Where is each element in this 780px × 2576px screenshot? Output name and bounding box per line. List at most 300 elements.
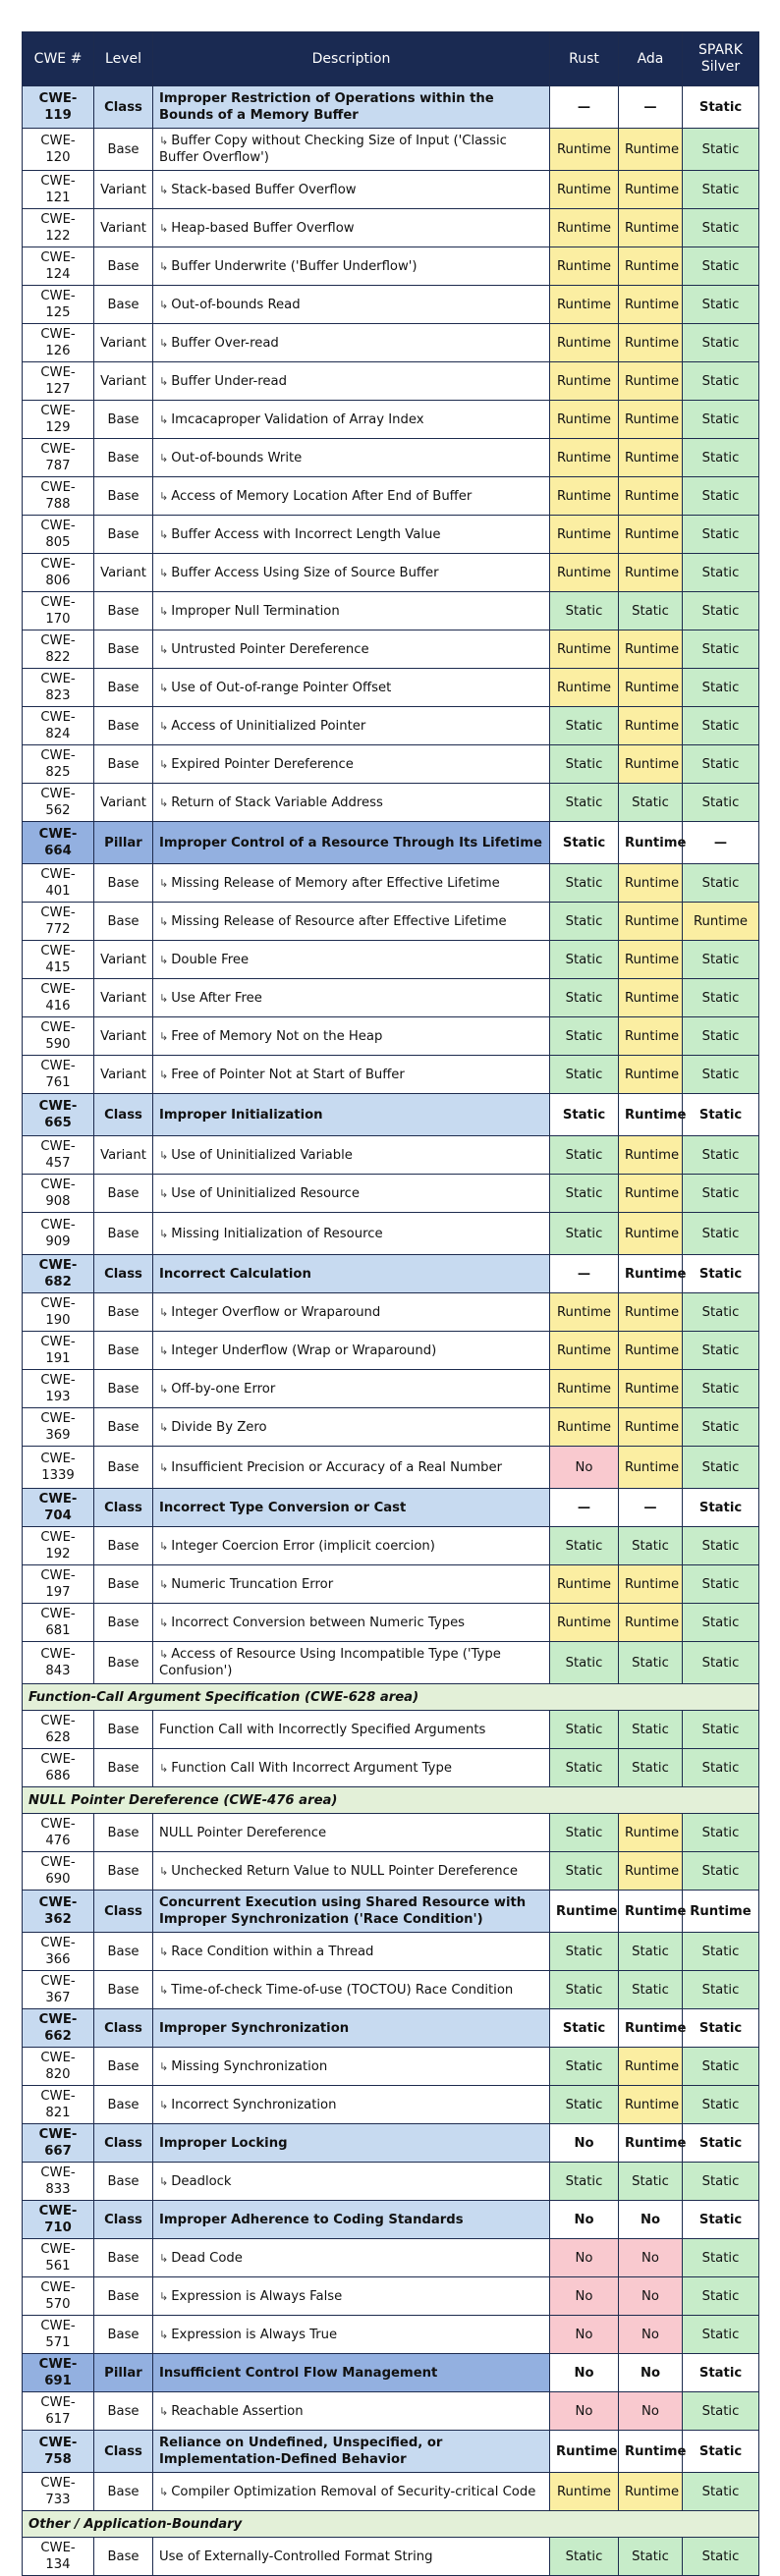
spark-silver-cell: Static <box>683 941 759 979</box>
rust-cell: Static <box>550 1814 619 1852</box>
cwe-id-cell: CWE-191 <box>23 1332 94 1370</box>
rust-cell: No <box>550 2354 619 2392</box>
cwe-id-cell: CWE-120 <box>23 129 94 171</box>
description-cell <box>153 2431 550 2473</box>
description-text: Out-of-bounds Write <box>171 450 303 466</box>
child-arrow-icon: ↳ <box>159 1945 169 1958</box>
level-cell: Base <box>94 247 153 286</box>
cwe-id-cell: CWE-562 <box>23 784 94 822</box>
table-row <box>23 401 759 439</box>
rust-cell: Runtime <box>550 401 619 439</box>
ada-cell: Runtime <box>619 822 683 864</box>
ada-cell: Static <box>619 1527 683 1565</box>
table-row <box>23 669 759 707</box>
rust-cell: No <box>550 2392 619 2431</box>
spark-silver-cell: Static <box>683 439 759 477</box>
child-arrow-icon: ↳ <box>159 2174 169 2188</box>
table-row <box>23 2538 759 2576</box>
rust-cell: Runtime <box>550 630 619 669</box>
child-arrow-icon: ↳ <box>159 135 169 147</box>
ada-cell: Static <box>619 1749 683 1787</box>
level-cell: Base <box>94 864 153 903</box>
spark-silver-cell: Static <box>683 1332 759 1370</box>
spark-silver-cell: Static <box>683 2124 759 2163</box>
level-cell: Base <box>94 1293 153 1332</box>
table-row <box>23 745 759 784</box>
cwe-id-cell: CWE-369 <box>23 1408 94 1447</box>
description-cell <box>153 2009 550 2048</box>
table-row <box>23 2086 759 2124</box>
cwe-id-cell: CWE-416 <box>23 979 94 1017</box>
spark-silver-cell: — <box>683 822 759 864</box>
cwe-id-cell: CWE-121 <box>23 171 94 209</box>
table-row <box>23 477 759 516</box>
description-cell <box>153 1094 550 1136</box>
spark-silver-cell: Static <box>683 286 759 324</box>
level-cell: Base <box>94 1408 153 1447</box>
level-cell: Base <box>94 1604 153 1642</box>
description-cell <box>153 2392 550 2431</box>
level-cell: Base <box>94 1971 153 2009</box>
description-cell <box>153 592 550 630</box>
description-text: Insufficient Precision or Accuracy of a Real Number <box>171 1459 503 1475</box>
cwe-id-cell: CWE-820 <box>23 2048 94 2086</box>
description-cell <box>153 1332 550 1370</box>
ada-cell: Runtime <box>619 477 683 516</box>
description-text: Incorrect Synchronization <box>171 2097 337 2112</box>
description-cell <box>153 477 550 516</box>
table-row <box>23 2239 759 2277</box>
child-arrow-icon: ↳ <box>159 1420 169 1434</box>
table-header-row <box>23 32 759 86</box>
description-text: NULL Pointer Dereference <box>159 1825 327 1840</box>
spark-silver-cell: Static <box>683 669 759 707</box>
cwe-id-cell: CWE-704 <box>23 1489 94 1527</box>
level-cell: Class <box>94 1094 153 1136</box>
child-arrow-icon: ↳ <box>159 1983 169 1997</box>
level-cell: Base <box>94 1370 153 1408</box>
level-cell: Base <box>94 1933 153 1971</box>
level-cell: Pillar <box>94 822 153 864</box>
cwe-id-cell: CWE-833 <box>23 2163 94 2201</box>
spark-silver-cell: Static <box>683 516 759 554</box>
header-level: Level <box>94 32 153 86</box>
ada-cell: Runtime <box>619 362 683 401</box>
rust-cell: — <box>550 1489 619 1527</box>
ada-cell: Runtime <box>619 2473 683 2511</box>
table-group-row <box>23 1094 759 1136</box>
description-text: Race Condition within a Thread <box>171 1944 374 1959</box>
cwe-id-cell: CWE-119 <box>23 86 94 129</box>
spark-silver-cell: Static <box>683 2473 759 2511</box>
child-arrow-icon: ↳ <box>159 914 169 928</box>
cwe-id-cell: CWE-691 <box>23 2354 94 2392</box>
header-description: Description <box>153 32 550 86</box>
ada-cell: Runtime <box>619 1891 683 1933</box>
rust-cell: — <box>550 86 619 129</box>
table-row <box>23 903 759 941</box>
level-cell: Class <box>94 1255 153 1293</box>
spark-silver-cell: Static <box>683 784 759 822</box>
description-cell <box>153 129 550 171</box>
table-row <box>23 1370 759 1408</box>
child-arrow-icon: ↳ <box>159 1616 169 1629</box>
level-cell: Base <box>94 516 153 554</box>
description-cell <box>153 669 550 707</box>
table-row <box>23 1175 759 1213</box>
description-cell <box>153 1056 550 1094</box>
level-cell: Class <box>94 1489 153 1527</box>
child-arrow-icon: ↳ <box>159 374 169 388</box>
spark-silver-cell: Static <box>683 1642 759 1684</box>
spark-silver-cell: Static <box>683 2239 759 2277</box>
description-cell <box>153 1604 550 1642</box>
description-text: Missing Synchronization <box>171 2058 328 2074</box>
description-text: Unchecked Return Value to NULL Pointer Dereference <box>171 1863 518 1879</box>
spark-silver-cell: Static <box>683 745 759 784</box>
cwe-id-cell: CWE-367 <box>23 1971 94 2009</box>
description-text: Reliance on Undefined, Unspecified, or Implementation-Defined Behavior <box>159 2436 443 2467</box>
description-text: Improper Null Termination <box>171 603 340 619</box>
level-cell: Class <box>94 2124 153 2163</box>
child-arrow-icon: ↳ <box>159 1382 169 1396</box>
rust-cell: Static <box>550 2048 619 2086</box>
rust-cell: Static <box>550 1094 619 1136</box>
spark-silver-cell: Static <box>683 1711 759 1749</box>
description-text: Improper Restriction of Operations within the Bounds of a Memory Buffer <box>159 91 494 123</box>
ada-cell: No <box>619 2392 683 2431</box>
cwe-id-cell: CWE-170 <box>23 592 94 630</box>
level-cell: Base <box>94 2048 153 2086</box>
ada-cell: Runtime <box>619 903 683 941</box>
spark-silver-cell: Static <box>683 477 759 516</box>
child-arrow-icon: ↳ <box>159 1460 169 1474</box>
rust-cell: Runtime <box>550 1565 619 1604</box>
header-rust: Rust <box>550 32 619 86</box>
rust-cell: Static <box>550 1175 619 1213</box>
description-cell <box>153 2124 550 2163</box>
cwe-id-cell: CWE-628 <box>23 1711 94 1749</box>
description-text: Improper Synchronization <box>159 2020 350 2036</box>
description-cell <box>153 1408 550 1447</box>
description-text: Missing Release of Memory after Effective Lifetime <box>171 875 500 891</box>
table-row <box>23 1565 759 1604</box>
description-text: Access of Resource Using Incompatible Type ('Type Confusion') <box>159 1647 501 1678</box>
rust-cell: No <box>550 2239 619 2277</box>
rust-cell: No <box>550 1447 619 1489</box>
ada-cell: — <box>619 86 683 129</box>
level-cell: Base <box>94 1332 153 1370</box>
ada-cell: Static <box>619 2538 683 2576</box>
level-cell: Variant <box>94 209 153 247</box>
description-text: Improper Adherence to Coding Standards <box>159 2212 464 2227</box>
description-text: Insufficient Control Flow Management <box>159 2365 438 2381</box>
description-cell <box>153 171 550 209</box>
description-text: Missing Release of Resource after Effective Lifetime <box>171 913 507 929</box>
ada-cell: Runtime <box>619 1565 683 1604</box>
description-text: Buffer Access Using Size of Source Buffer <box>171 565 439 580</box>
section-label: Function-Call Argument Specification (CWE-628 area) <box>23 1684 759 1711</box>
description-text: Concurrent Execution using Shared Resource with Improper Synchronization ('Race Condition') <box>159 1895 527 1927</box>
spark-silver-cell: Static <box>683 554 759 592</box>
cwe-id-cell: CWE-667 <box>23 2124 94 2163</box>
level-cell: Variant <box>94 784 153 822</box>
spark-silver-cell: Static <box>683 1604 759 1642</box>
table-row <box>23 247 759 286</box>
ada-cell: Static <box>619 2163 683 2201</box>
child-arrow-icon: ↳ <box>159 1864 169 1878</box>
ada-cell: Static <box>619 1642 683 1684</box>
spark-silver-cell: Static <box>683 324 759 362</box>
level-cell: Variant <box>94 1017 153 1056</box>
spark-silver-cell: Static <box>683 1852 759 1891</box>
spark-silver-cell: Static <box>683 1565 759 1604</box>
level-cell: Base <box>94 592 153 630</box>
table-group-row <box>23 2354 759 2392</box>
cwe-id-cell: CWE-126 <box>23 324 94 362</box>
level-cell: Class <box>94 2201 153 2239</box>
child-arrow-icon: ↳ <box>159 1539 169 1553</box>
spark-silver-cell: Static <box>683 1408 759 1447</box>
rust-cell: Static <box>550 2086 619 2124</box>
rust-cell: Runtime <box>550 286 619 324</box>
cwe-id-cell: CWE-909 <box>23 1213 94 1255</box>
description-text: Stack-based Buffer Overflow <box>171 182 357 197</box>
ada-cell: Runtime <box>619 1852 683 1891</box>
description-text: Free of Memory Not on the Heap <box>171 1028 383 1044</box>
rust-cell: Static <box>550 1527 619 1565</box>
description-cell <box>153 1711 550 1749</box>
level-cell: Variant <box>94 979 153 1017</box>
level-cell: Base <box>94 439 153 477</box>
ada-cell: Runtime <box>619 1213 683 1255</box>
cwe-id-cell: CWE-617 <box>23 2392 94 2431</box>
description-cell <box>153 86 550 129</box>
cwe-id-cell: CWE-124 <box>23 247 94 286</box>
description-text: Compiler Optimization Removal of Security-critical Code <box>171 2484 536 2499</box>
level-cell: Base <box>94 903 153 941</box>
table-row <box>23 707 759 745</box>
cwe-id-cell: CWE-664 <box>23 822 94 864</box>
child-arrow-icon: ↳ <box>159 1305 169 1319</box>
level-cell: Variant <box>94 941 153 979</box>
rust-cell: Runtime <box>550 554 619 592</box>
level-cell: Base <box>94 707 153 745</box>
cwe-id-cell: CWE-787 <box>23 439 94 477</box>
level-cell: Variant <box>94 324 153 362</box>
rust-cell: Static <box>550 784 619 822</box>
ada-cell: Runtime <box>619 209 683 247</box>
cwe-id-cell: CWE-681 <box>23 1604 94 1642</box>
level-cell: Class <box>94 2009 153 2048</box>
spark-silver-cell: Static <box>683 362 759 401</box>
ada-cell: Runtime <box>619 1814 683 1852</box>
table-row <box>23 324 759 362</box>
level-cell: Base <box>94 669 153 707</box>
description-cell <box>153 1017 550 1056</box>
table-row <box>23 2392 759 2431</box>
level-cell: Base <box>94 1642 153 1684</box>
spark-silver-cell: Static <box>683 1175 759 1213</box>
spark-silver-cell: Static <box>683 2538 759 2576</box>
child-arrow-icon: ↳ <box>159 795 169 809</box>
spark-silver-cell: Static <box>683 630 759 669</box>
description-cell <box>153 1749 550 1787</box>
ada-cell: Static <box>619 1971 683 2009</box>
ada-cell: Runtime <box>619 2009 683 2048</box>
child-arrow-icon: ↳ <box>159 681 169 694</box>
child-arrow-icon: ↳ <box>159 2404 169 2418</box>
ada-cell: Static <box>619 1933 683 1971</box>
description-text: Use of Uninitialized Resource <box>171 1185 360 1201</box>
description-text: Incorrect Conversion between Numeric Types <box>171 1615 466 1630</box>
rust-cell: Runtime <box>550 516 619 554</box>
level-cell: Base <box>94 2316 153 2354</box>
ada-cell: Runtime <box>619 439 683 477</box>
description-text: Divide By Zero <box>171 1419 267 1435</box>
level-cell: Base <box>94 286 153 324</box>
ada-cell: Runtime <box>619 745 683 784</box>
description-cell <box>153 2239 550 2277</box>
description-cell <box>153 1489 550 1527</box>
rust-cell: Runtime <box>550 171 619 209</box>
spark-silver-cell: Static <box>683 2009 759 2048</box>
table-row <box>23 1293 759 1332</box>
description-cell <box>153 1370 550 1408</box>
table-group-row <box>23 2009 759 2048</box>
ada-cell: Runtime <box>619 2048 683 2086</box>
ada-cell: Runtime <box>619 2431 683 2473</box>
table-row <box>23 864 759 903</box>
table-group-row <box>23 86 759 129</box>
level-cell: Base <box>94 2538 153 2576</box>
table-row <box>23 1332 759 1370</box>
ada-cell: Runtime <box>619 2124 683 2163</box>
cwe-id-cell: CWE-590 <box>23 1017 94 1056</box>
cwe-id-cell: CWE-570 <box>23 2277 94 2316</box>
ada-cell: Runtime <box>619 1094 683 1136</box>
table-row <box>23 1447 759 1489</box>
ada-cell: Static <box>619 784 683 822</box>
description-text: Off-by-one Error <box>171 1381 276 1397</box>
header-ada: Ada <box>619 32 683 86</box>
cwe-id-cell: CWE-843 <box>23 1642 94 1684</box>
ada-cell: Runtime <box>619 1408 683 1447</box>
rust-cell: Runtime <box>550 247 619 286</box>
cwe-id-cell: CWE-822 <box>23 630 94 669</box>
table-row <box>23 941 759 979</box>
spark-silver-cell: Static <box>683 2048 759 2086</box>
table-row <box>23 1604 759 1642</box>
description-cell <box>153 2201 550 2239</box>
cwe-id-cell: CWE-122 <box>23 209 94 247</box>
cwe-id-cell: CWE-788 <box>23 477 94 516</box>
description-text: Incorrect Type Conversion or Cast <box>159 1500 407 1515</box>
level-cell: Class <box>94 1891 153 1933</box>
section-label: NULL Pointer Dereference (CWE-476 area) <box>23 1787 759 1814</box>
ada-cell: Static <box>619 592 683 630</box>
child-arrow-icon: ↳ <box>159 221 169 235</box>
child-arrow-icon: ↳ <box>159 336 169 350</box>
description-cell <box>153 1447 550 1489</box>
table-row <box>23 1749 759 1787</box>
rust-cell: Static <box>550 592 619 630</box>
description-text: Buffer Copy without Checking Size of Input ('Classic Buffer Overflow') <box>159 134 507 165</box>
description-cell <box>153 1814 550 1852</box>
ada-cell: Runtime <box>619 669 683 707</box>
description-text: Free of Pointer Not at Start of Buffer <box>171 1067 405 1082</box>
description-text: Deadlock <box>171 2173 232 2189</box>
table-row <box>23 592 759 630</box>
cwe-id-cell: CWE-821 <box>23 2086 94 2124</box>
level-cell: Base <box>94 2086 153 2124</box>
cwe-id-cell: CWE-805 <box>23 516 94 554</box>
spark-silver-cell: Static <box>683 1749 759 1787</box>
rust-cell: Runtime <box>550 1891 619 1933</box>
description-text: Out-of-bounds Read <box>171 297 301 312</box>
rust-cell: Static <box>550 822 619 864</box>
rust-cell: Static <box>550 903 619 941</box>
child-arrow-icon: ↳ <box>159 1343 169 1357</box>
description-cell <box>153 1175 550 1213</box>
table-body <box>23 86 759 2576</box>
cwe-id-cell: CWE-457 <box>23 1136 94 1175</box>
rust-cell: Static <box>550 1933 619 1971</box>
ada-cell: Runtime <box>619 1447 683 1489</box>
section-header-row <box>23 1684 759 1711</box>
level-cell: Base <box>94 1814 153 1852</box>
description-text: Numeric Truncation Error <box>171 1576 334 1592</box>
rust-cell: Runtime <box>550 1604 619 1642</box>
table-row <box>23 439 759 477</box>
child-arrow-icon: ↳ <box>159 757 169 771</box>
header-cwe: CWE # <box>23 32 94 86</box>
spark-silver-cell: Runtime <box>683 1891 759 1933</box>
table-row <box>23 1933 759 1971</box>
spark-silver-cell: Static <box>683 1056 759 1094</box>
description-cell <box>153 1565 550 1604</box>
section-header-row <box>23 1787 759 1814</box>
child-arrow-icon: ↳ <box>159 642 169 656</box>
level-cell: Base <box>94 477 153 516</box>
spark-silver-cell: Static <box>683 1136 759 1175</box>
child-arrow-icon: ↳ <box>159 1577 169 1591</box>
section-label: Other / Application-Boundary <box>23 2511 759 2538</box>
level-cell: Base <box>94 1565 153 1604</box>
ada-cell: No <box>619 2316 683 2354</box>
rust-cell: Static <box>550 1213 619 1255</box>
description-text: Missing Initialization of Resource <box>171 1226 383 1241</box>
rust-cell: Static <box>550 864 619 903</box>
level-cell: Base <box>94 630 153 669</box>
spark-silver-cell: Static <box>683 2431 759 2473</box>
table-row <box>23 1971 759 2009</box>
ada-cell: Runtime <box>619 1136 683 1175</box>
level-cell: Base <box>94 745 153 784</box>
description-cell <box>153 1852 550 1891</box>
description-cell <box>153 2163 550 2201</box>
spark-silver-cell: Static <box>683 1017 759 1056</box>
description-cell <box>153 784 550 822</box>
description-cell <box>153 209 550 247</box>
ada-cell: Runtime <box>619 941 683 979</box>
cwe-id-cell: CWE-825 <box>23 745 94 784</box>
rust-cell: Runtime <box>550 1332 619 1370</box>
spark-silver-cell: Static <box>683 592 759 630</box>
table-row <box>23 979 759 1017</box>
table-row <box>23 1527 759 1565</box>
ada-cell: Runtime <box>619 630 683 669</box>
